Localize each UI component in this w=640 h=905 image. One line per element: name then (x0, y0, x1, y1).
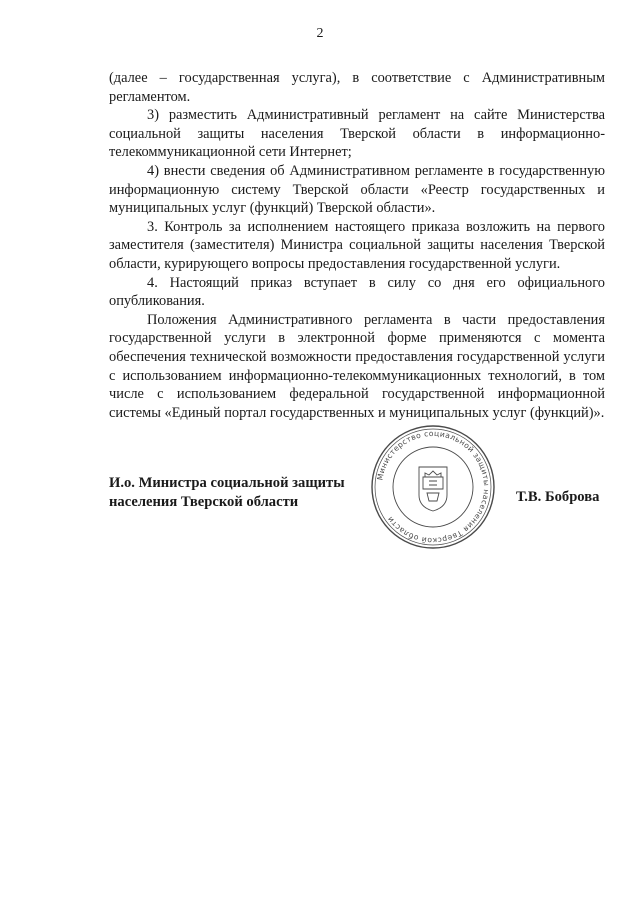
seal-text: Министерство социальной защиты населения Тверской области (375, 428, 492, 546)
paragraph-2: 3) разместить Административный регламент на сайте Министерства социальной защиты населения Тверской области в информационно-телекоммуникационной сети Интернет; (109, 107, 605, 161)
signatory-name: Т.В. Боброва (516, 489, 600, 505)
document-body (109, 69, 605, 422)
official-seal-icon (369, 423, 497, 551)
coat-of-arms-icon (419, 467, 447, 511)
paragraph-5: 4. Настоящий приказ вступает в силу со дня его официального опубликования. (109, 274, 605, 310)
page-number: 2 (316, 26, 324, 41)
paragraph-6: Положения Административного регламента в части предоставления государственной услуги в электронной форме применяются с момента обеспечения технической возможности предоставления государственной услуги с использованием информационно-телекоммуникационных технологий, в том числе с использованием федеральной государственной информационной системы «Единый портал государственных и муниципальных услуг (функций)». (109, 311, 605, 421)
signatory-position-line-1: И.о. Министра социальной защиты (109, 475, 345, 491)
paragraph-1: (далее – государственная услуга), в соответствие с Административным регламентом. (109, 70, 605, 105)
signatory-position (109, 474, 345, 511)
paragraph-3: 4) внести сведения об Административном регламенте в государственную информационную систему Тверской области «Реестр государственных и муниципальных услуг (функций) Тверской области». (109, 162, 605, 217)
paragraph-4: 3. Контроль за исполнением настоящего приказа возложить на первого заместителя (заместителя) Министра социальной защиты населения Тверской области, курирующего вопросы предоставления государственной услуги. (109, 218, 605, 272)
signatory-position-line-2: населения Тверской области (109, 493, 299, 510)
